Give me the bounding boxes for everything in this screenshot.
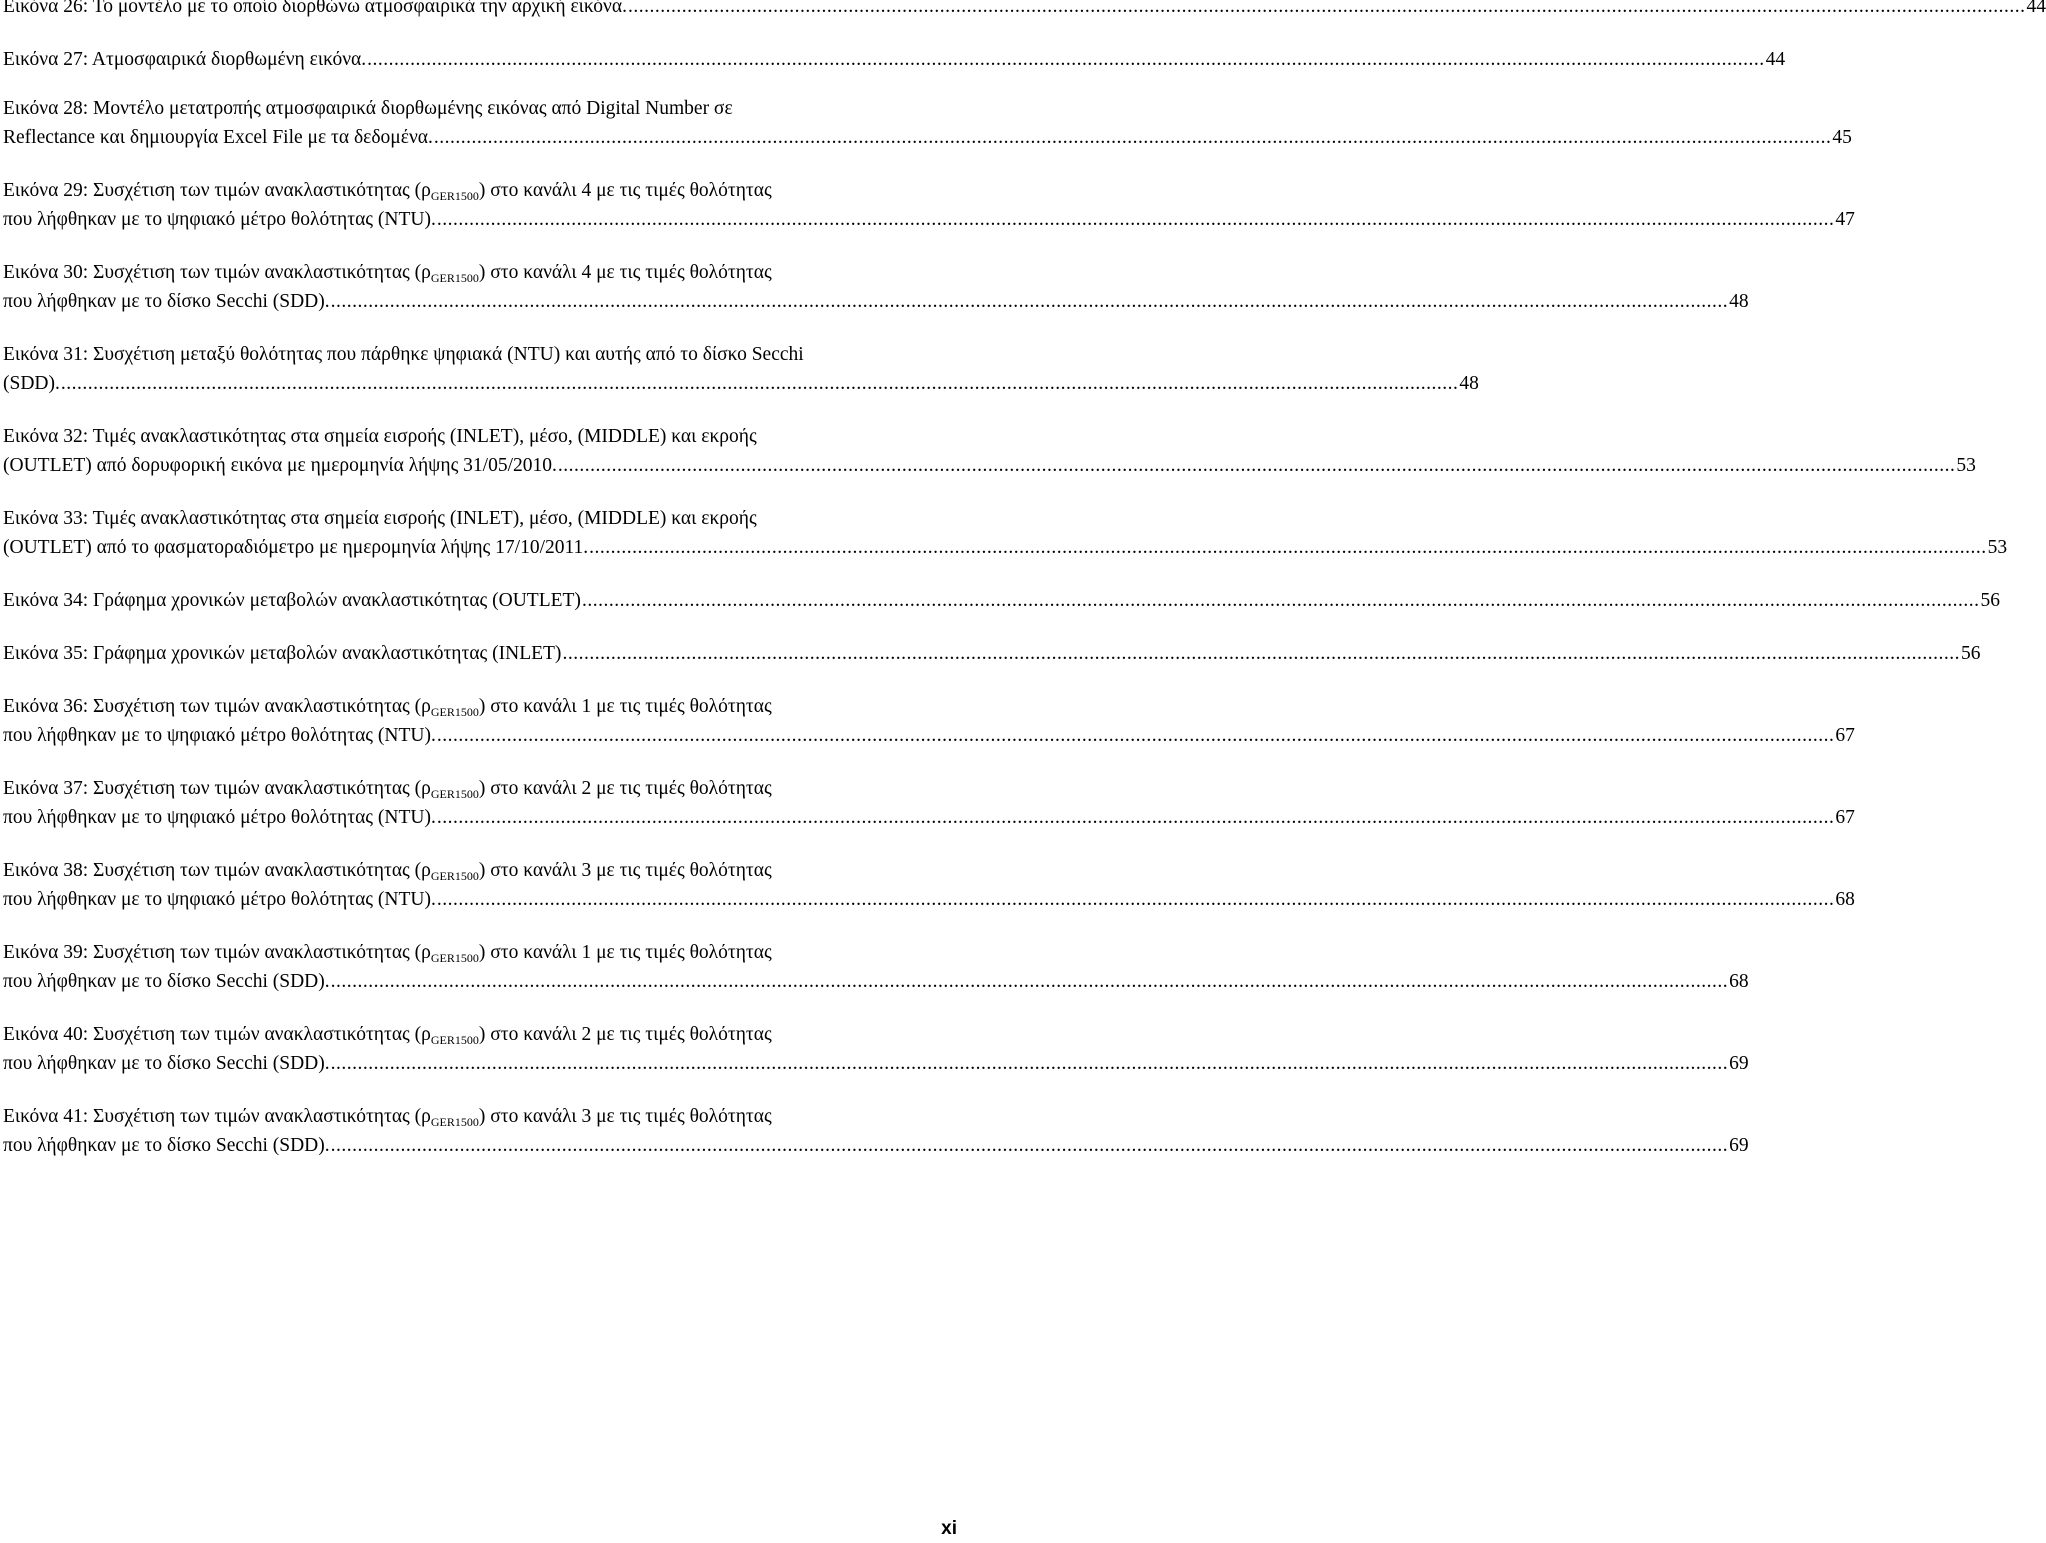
toc-page-number: 69 (1729, 1053, 1749, 1074)
toc-entry[interactable] (3, 0, 2046, 21)
toc-entry-text-pre: Εικόνα 29: Συσχέτιση των τιμών ανακλαστικότητας (ρ (3, 180, 431, 201)
toc-entry[interactable] (3, 938, 1749, 996)
dot-leader: .................................................................................................................................................................................................................................................................... (367, 49, 1765, 70)
toc-page-number: 67 (1835, 725, 1855, 746)
toc-page-number: 69 (1729, 1135, 1749, 1156)
toc-page-number: 53 (1956, 455, 1976, 476)
toc-page-number: 45 (1832, 127, 1852, 148)
toc-entry-text-post: ) στο κανάλι 2 με τις τιμές θολότητας (478, 778, 772, 799)
toc-entry-line (3, 123, 1852, 152)
toc-entry[interactable] (3, 1020, 1749, 1078)
subscript: GER1500 (430, 271, 479, 285)
toc-entry-line (3, 369, 1479, 398)
toc-entry-line (3, 967, 1749, 996)
toc-entry-line (3, 1049, 1749, 1078)
toc-entry-text: που λήφθηκαν με το ψηφιακό μέτρο θολότητας (NTU). (3, 209, 436, 230)
toc-entry[interactable] (3, 94, 1852, 152)
toc-entry-line (3, 0, 2046, 21)
dot-leader: .................................................................................................................................................................................................................................................................... (562, 643, 1960, 664)
dot-leader: .................................................................................................................................................................................................................................................................... (60, 373, 1459, 394)
toc-entry-text-pre: Εικόνα 41: Συσχέτιση των τιμών ανακλαστικότητας (ρ (3, 1106, 431, 1127)
toc-entry[interactable] (3, 422, 1976, 480)
toc-entry-text-post: ) στο κανάλι 4 με τις τιμές θολότητας (478, 180, 772, 201)
toc-entry-line (3, 45, 1786, 74)
dot-leader: .................................................................................................................................................................................................................................................................... (627, 0, 2026, 17)
toc-entry[interactable] (3, 504, 2008, 562)
toc-entry-line (3, 639, 1981, 668)
toc-entry-text-post: ) στο κανάλι 2 με τις τιμές θολότητας (478, 1024, 772, 1045)
toc-entry-line (3, 287, 1749, 316)
toc-entry-first-line (3, 774, 958, 803)
toc-entry-text-pre: Εικόνα 30: Συσχέτιση των τιμών ανακλαστικότητας (ρ (3, 262, 431, 283)
toc-entry-text: (SDD). (3, 373, 60, 394)
toc-entry-text-post: ) στο κανάλι 4 με τις τιμές θολότητας (478, 262, 772, 283)
toc-entry-text: Εικόνα 34: Γράφημα χρονικών μεταβολών ανακλαστικότητας (OUTLET) (3, 590, 581, 611)
toc-entry-line (3, 205, 1855, 234)
toc-entry-line (3, 1131, 1749, 1160)
toc-entry-text-post: ) στο κανάλι 1 με τις τιμές θολότητας (478, 942, 772, 963)
subscript: GER1500 (430, 189, 479, 203)
toc-page-number: 67 (1835, 807, 1855, 828)
subscript: GER1500 (430, 869, 479, 883)
toc-page-number: 48 (1729, 291, 1749, 312)
dot-leader: .................................................................................................................................................................................................................................................................... (330, 1053, 1729, 1074)
toc-entry-text-pre: Εικόνα 40: Συσχέτιση των τιμών ανακλαστικότητας (ρ (3, 1024, 431, 1045)
toc-page-number: 68 (1835, 889, 1855, 910)
subscript: GER1500 (430, 1115, 479, 1129)
page-number: xi (941, 1518, 957, 1539)
toc-entry[interactable] (3, 856, 1855, 914)
subscript: GER1500 (430, 705, 479, 719)
dot-leader: .................................................................................................................................................................................................................................................................... (330, 291, 1729, 312)
toc-entry-text-pre: Εικόνα 39: Συσχέτιση των τιμών ανακλαστικότητας (ρ (3, 942, 431, 963)
toc-entry[interactable] (3, 176, 1855, 234)
toc-entry-text: που λήφθηκαν με το ψηφιακό μέτρο θολότητας (NTU). (3, 725, 436, 746)
toc-entry-text: Εικόνα 26: Το μοντέλο με το οποίο διορθώνω ατμοσφαιρικά την αρχική εικόνα. (3, 0, 627, 17)
toc-entry-first-line (3, 1020, 958, 1049)
toc-entry-text: που λήφθηκαν με το δίσκο Secchi (SDD). (3, 1053, 330, 1074)
dot-leader: .................................................................................................................................................................................................................................................................... (436, 889, 1835, 910)
toc-entry-text: Reflectance και δημιουργία Excel File με τα δεδομένα. (3, 127, 433, 148)
toc-entry[interactable] (3, 774, 1855, 832)
toc-entry-first-line (3, 856, 958, 885)
toc-entry-first-line: Εικόνα 28: Μοντέλο μετατροπής ατμοσφαιρικά διορθωμένης εικόνας από Digital Number σε (3, 98, 733, 119)
toc-page-number: 68 (1729, 971, 1749, 992)
subscript: GER1500 (430, 951, 479, 965)
toc-entry[interactable] (3, 692, 1855, 750)
toc-entry-text: που λήφθηκαν με το ψηφιακό μέτρο θολότητας (NTU). (3, 807, 436, 828)
subscript: GER1500 (430, 1033, 479, 1047)
dot-leader: .................................................................................................................................................................................................................................................................... (330, 1135, 1729, 1156)
toc-entry-text: Εικόνα 35: Γράφημα χρονικών μεταβολών ανακλαστικότητας (INLET) (3, 643, 562, 664)
toc-entry-text: (OUTLET) από δορυφορική εικόνα με ημερομηνία λήψης 31/05/2010. (3, 455, 557, 476)
toc-entry-first-line (3, 938, 958, 967)
dot-leader: .................................................................................................................................................................................................................................................................... (589, 537, 1987, 558)
toc-entry-line (3, 451, 1976, 480)
toc-entry-text: που λήφθηκαν με το ψηφιακό μέτρο θολότητας (NTU). (3, 889, 436, 910)
toc-entry-text: που λήφθηκαν με το δίσκο Secchi (SDD). (3, 971, 330, 992)
toc-entry-line (3, 803, 1855, 832)
toc-entry-line (3, 721, 1855, 750)
toc-entry-line (3, 533, 2008, 562)
toc-entry-text-post: ) στο κανάλι 3 με τις τιμές θολότητας (478, 1106, 772, 1127)
toc-entry-text: Εικόνα 27: Ατμοσφαιρικά διορθωμένη εικόνα. (3, 49, 367, 70)
toc-entry-text: που λήφθηκαν με το δίσκο Secchi (SDD). (3, 291, 330, 312)
toc-entry-first-line (3, 258, 958, 287)
toc-entry-text-pre: Εικόνα 36: Συσχέτιση των τιμών ανακλαστικότητας (ρ (3, 696, 431, 717)
toc-entry-text-pre: Εικόνα 38: Συσχέτιση των τιμών ανακλαστικότητας (ρ (3, 860, 431, 881)
dot-leader: .................................................................................................................................................................................................................................................................... (433, 127, 1832, 148)
toc-entry-line (3, 885, 1855, 914)
toc-entry[interactable] (3, 340, 1479, 398)
toc-entry-first-line (3, 1102, 958, 1131)
toc-page-number: 56 (1980, 590, 2000, 611)
toc-page-number: 47 (1835, 209, 1855, 230)
toc-entry[interactable] (3, 639, 1981, 668)
toc-entry-first-line: Εικόνα 32: Τιμές ανακλαστικότητας στα σημεία εισροής (INLET), μέσο, (MIDDLE) και εκροής (3, 426, 757, 447)
toc-page-number: 48 (1459, 373, 1479, 394)
toc-page-number: 44 (2026, 0, 2046, 17)
toc-entry-text: που λήφθηκαν με το δίσκο Secchi (SDD). (3, 1135, 330, 1156)
toc-entry-text-pre: Εικόνα 37: Συσχέτιση των τιμών ανακλαστικότητας (ρ (3, 778, 431, 799)
toc-entry[interactable] (3, 586, 2000, 615)
toc-page-number: 56 (1960, 643, 1981, 664)
dot-leader: .................................................................................................................................................................................................................................................................... (557, 455, 1956, 476)
toc-entry-first-line (3, 692, 958, 721)
subscript: GER1500 (430, 787, 479, 801)
toc-entry-text-post: ) στο κανάλι 3 με τις τιμές θολότητας (478, 860, 772, 881)
dot-leader: .................................................................................................................................................................................................................................................................... (436, 209, 1835, 230)
dot-leader: .................................................................................................................................................................................................................................................................... (581, 590, 1980, 611)
toc-entry-first-line (3, 176, 958, 205)
list-of-figures (3, 0, 2046, 1184)
toc-entry[interactable] (3, 258, 1749, 316)
toc-entry[interactable] (3, 45, 1786, 74)
toc-entry-first-line: Εικόνα 31: Συσχέτιση μεταξύ θολότητας που πάρθηκε ψηφιακά (NTU) και αυτής από το δίσκο Secchi (3, 344, 804, 365)
toc-entry-line (3, 586, 2000, 615)
toc-page-number: 44 (1765, 49, 1786, 70)
toc-entry[interactable] (3, 1102, 1749, 1160)
dot-leader: .................................................................................................................................................................................................................................................................... (436, 807, 1835, 828)
toc-entry-text-post: ) στο κανάλι 1 με τις τιμές θολότητας (478, 696, 772, 717)
toc-entry-first-line: Εικόνα 33: Τιμές ανακλαστικότητας στα σημεία εισροής (INLET), μέσο, (MIDDLE) και εκροής (3, 508, 757, 529)
dot-leader: .................................................................................................................................................................................................................................................................... (436, 725, 1835, 746)
toc-page-number: 53 (1987, 537, 2008, 558)
toc-entry-text: (OUTLET) από το φασματοραδιόμετρο με ημερομηνία λήψης 17/10/2011. (3, 537, 589, 558)
dot-leader: .................................................................................................................................................................................................................................................................... (330, 971, 1729, 992)
